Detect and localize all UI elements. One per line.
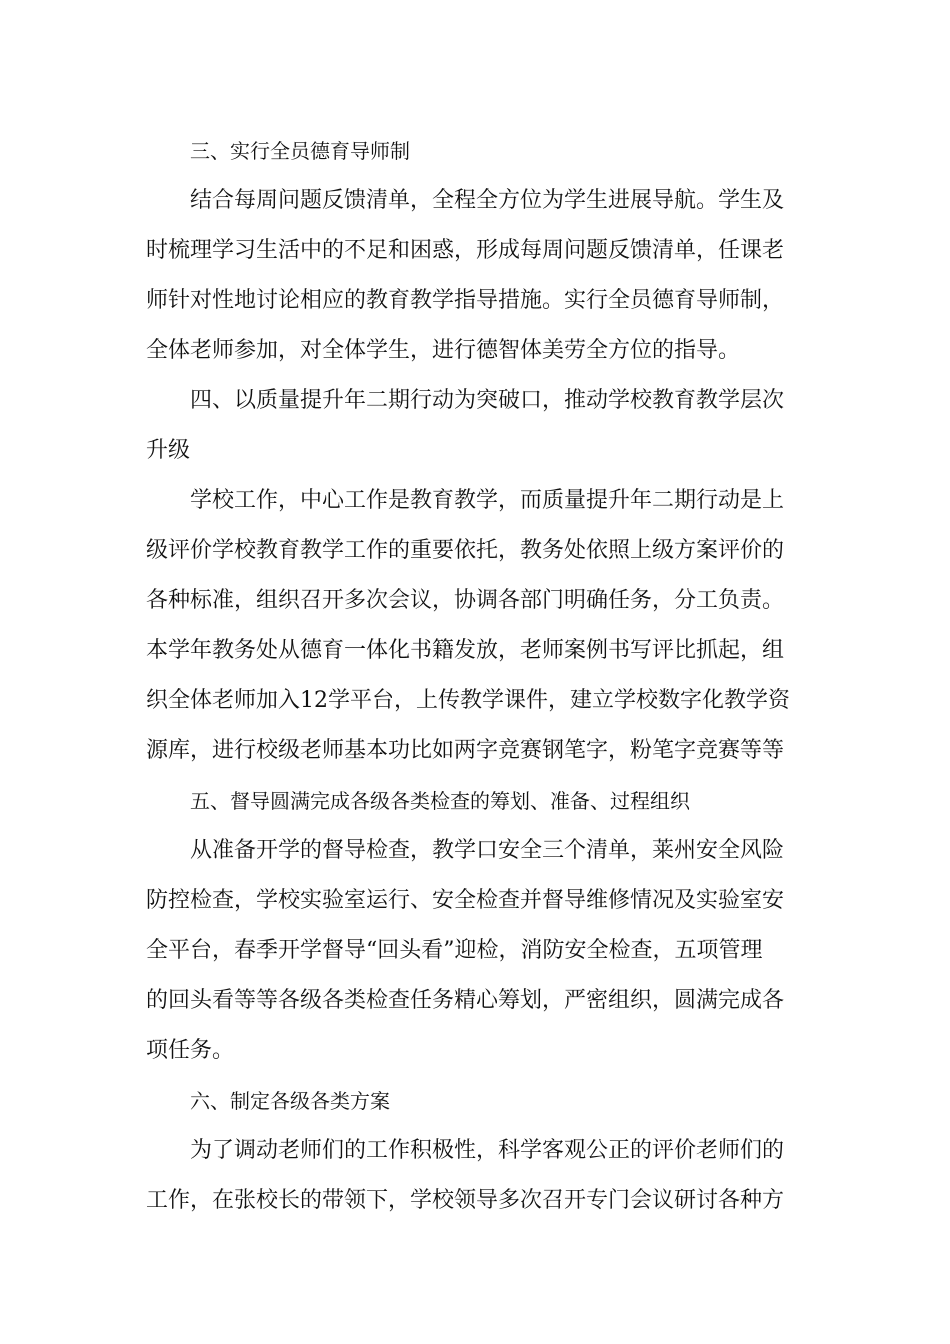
heading-line: 升级 — [146, 438, 191, 463]
paragraph-quality-improvement — [146, 476, 814, 776]
text-line: 从准备开学的督导检查，教学口安全三个清单，莱州安全风险 — [190, 838, 785, 863]
section-heading-4 — [146, 376, 814, 476]
text-line: 本学年教务处从德育一体化书籍发放，老师案例书写评比抓起，组 — [146, 638, 785, 663]
document-body — [146, 126, 814, 1226]
text-line: 的回头看等等各级各类检查任务精心筹划，严密组织，圆满完成各 — [146, 988, 785, 1013]
text-line: 全体老师参加，对全体学生，进行德智体美劳全方位的指导。 — [146, 338, 741, 363]
section-heading-5 — [146, 776, 814, 826]
heading-line: 五、督导圆满完成各级各类检查的筹划、准备、过程组织 — [190, 789, 690, 813]
text-line: 项任务。 — [146, 1038, 235, 1063]
text-line: 级评价学校教育教学工作的重要依托，教务处依照上级方案评价的 — [146, 538, 785, 563]
text-line: 防控检查，学校实验室运行、安全检查并督导维修情况及实验室安 — [146, 888, 785, 913]
heading-line: 六、制定各级各类方案 — [190, 1089, 390, 1113]
text-line: 时梳理学习生活中的不足和困惑，形成每周问题反馈清单，任课老 — [146, 238, 785, 263]
text-line: 各种标准，组织召开多次会议，协调各部门明确任务，分工负责。 — [146, 588, 785, 613]
text-line: 工作，在张校长的带领下，学校领导多次召开专门会议研讨各种方 — [146, 1188, 785, 1213]
section-heading-6 — [146, 1076, 814, 1126]
section-heading-3 — [146, 126, 814, 176]
heading-line: 四、以质量提升年二期行动为突破口，推动学校教育教学层次 — [190, 388, 785, 413]
paragraph-inspections — [146, 826, 814, 1076]
text-line: 织全体老师加入12学平台，上传教学课件，建立学校数字化教学资 — [146, 688, 790, 713]
text-line: 为了调动老师们的工作积极性，科学客观公正的评价老师们的 — [190, 1138, 785, 1163]
heading-line: 三、实行全员德育导师制 — [190, 139, 410, 163]
text-line: 学校工作，中心工作是教育教学，而质量提升年二期行动是上 — [190, 488, 785, 513]
paragraph-mentor-system — [146, 176, 814, 376]
text-line: 全平台，春季开学督导“回头看”迎检，消防安全检查，五项管理 — [146, 938, 763, 963]
paragraph-evaluation-plans — [146, 1126, 814, 1226]
text-line: 结合每周问题反馈清单，全程全方位为学生进展导航。学生及 — [190, 188, 785, 213]
text-line: 源库，进行校级老师基本功比如两字竞赛钢笔字，粉笔字竞赛等等 — [146, 738, 785, 763]
text-line: 师针对性地讨论相应的教育教学指导措施。实行全员德育导师制， — [146, 288, 785, 313]
